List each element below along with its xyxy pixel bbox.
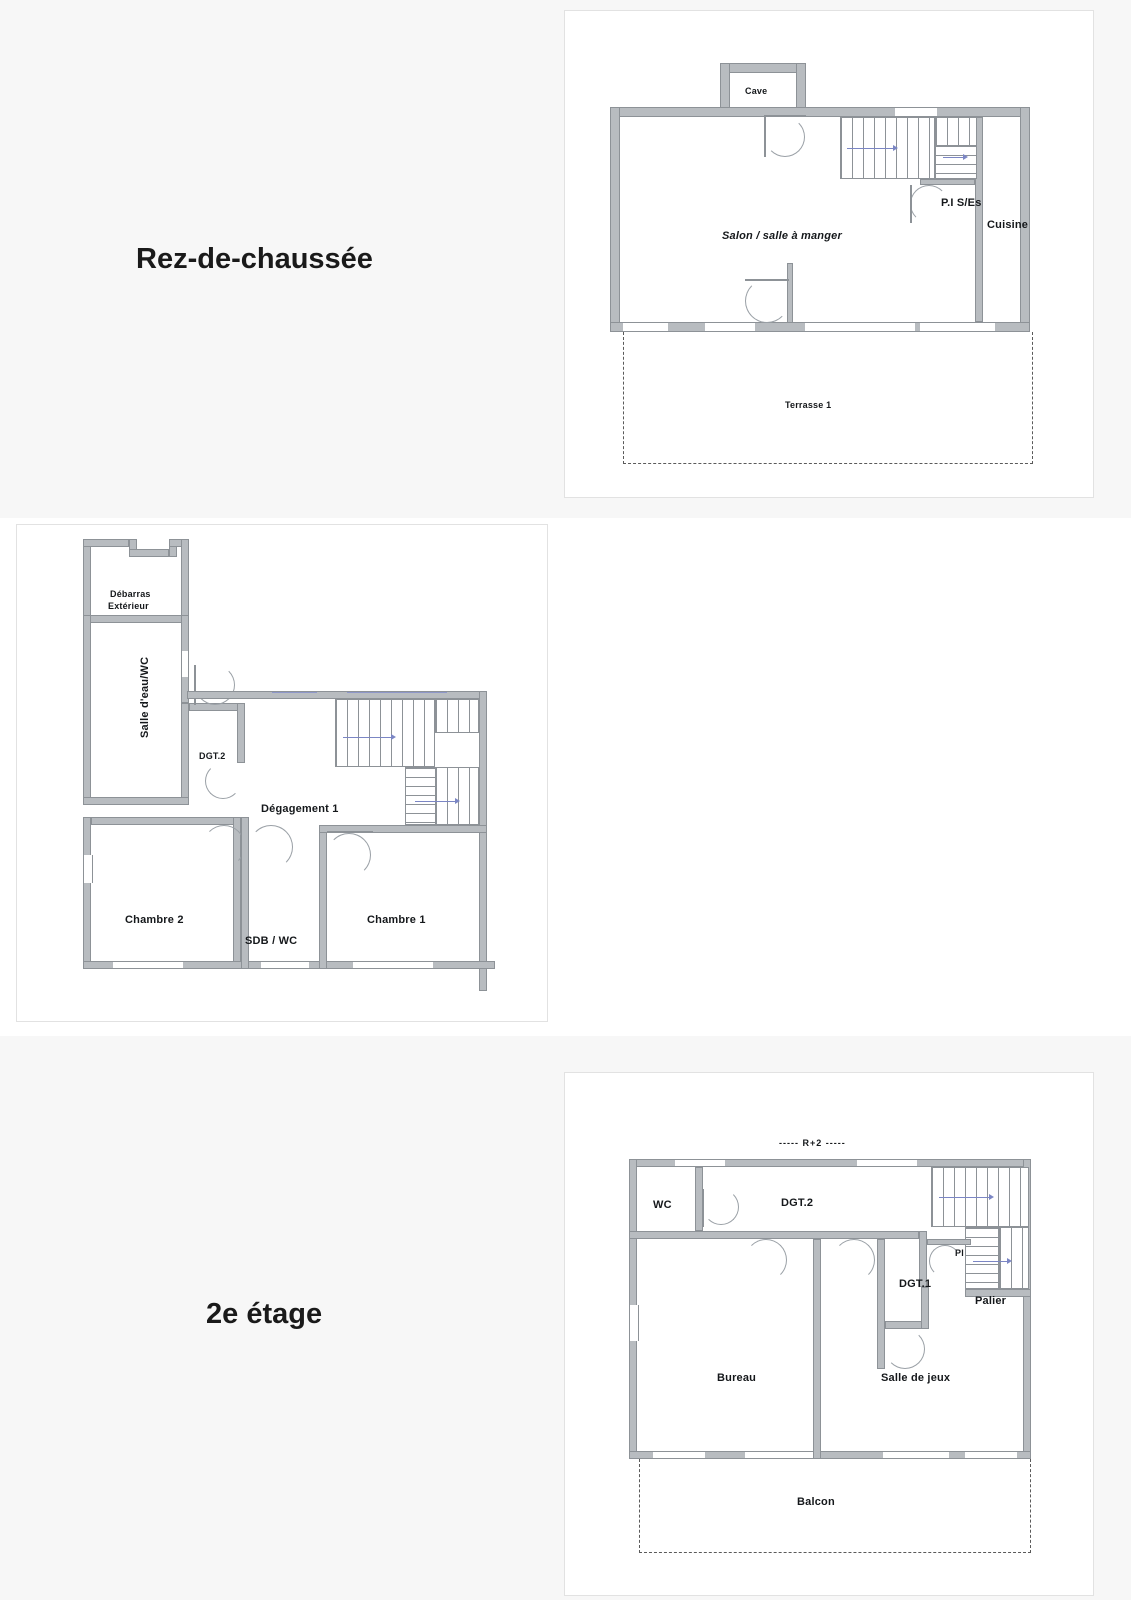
floorplan-2e-etage [564,1072,1094,1596]
plan-drawing-rdc [565,11,1093,497]
page-title-rdc: Rez-de-chaussée [136,243,373,275]
room-label-debarras: Débarras [110,589,151,599]
wall-center-divider [813,1239,821,1459]
room-label-placard: Pl [955,1248,964,1258]
window-chambre2-bottom [113,961,183,969]
wall-right-outer [479,691,487,991]
wall-dgt1-left [877,1239,885,1369]
staircase-upper-flight [935,145,977,179]
stair-direction-line-2 [943,157,965,158]
staircase-e2-down [965,1227,999,1289]
window-bottom-4 [920,322,995,332]
section-rez-de-chaussee [0,0,1131,518]
section-2e-etage [0,1036,1131,1600]
wall-cave-left [720,63,730,111]
room-label-palier: Palier [975,1295,1007,1307]
window-degagement-top-2 [347,692,447,693]
wall-salledeau-right-b [181,703,189,805]
stair-arrow-tip-e2 [989,1194,994,1200]
door-sill-chambre1 [327,831,373,833]
wall-main-left [610,107,620,332]
window-e2-top-2 [857,1159,917,1167]
room-label-balcon: Balcon [797,1496,835,1508]
room-label-terrasse: Terrasse 1 [785,400,832,410]
door-sill-salon [745,279,789,281]
door-sill-cave [764,115,806,117]
room-label-exterieur: Extérieur [108,601,149,611]
wall-salledeau-bottom [83,797,189,805]
window-e2-bottom-4 [965,1451,1017,1459]
door-leaf-pi [910,185,912,223]
level-marker-r2: ----- R+2 ----- [779,1138,846,1148]
staircase-e2-flight2 [999,1227,1029,1289]
plan-drawing-etage1 [17,525,547,1021]
window-e2-bottom-2 [745,1451,815,1459]
window-sdb-bottom [261,961,309,969]
staircase-etage1-flight2 [435,767,479,825]
terrace-outline [623,332,1033,464]
door-leaf-salledeau [194,665,196,705]
window-bottom-2 [705,322,755,332]
window-e2-top-1 [675,1159,725,1167]
room-label-salle-deau-wc: Salle d'eau/WC [139,656,151,738]
wall-cave-top [720,63,806,73]
door-arc-wc [703,1189,739,1225]
balcony-outline [639,1459,1031,1553]
window-chambre1-bottom [353,961,433,969]
window-e2-bottom-3 [883,1451,949,1459]
wall-placard-top [927,1239,971,1245]
stair-arrow-line-e2 [939,1197,991,1198]
door-arc-salledeau [195,665,235,705]
room-label-chambre1: Chambre 1 [367,914,426,926]
door-arc-bureau [745,1239,787,1281]
window-e2-bottom-1 [653,1451,705,1459]
door-arc-salle-de-jeux [885,1329,925,1369]
room-label-bureau: Bureau [717,1372,757,1384]
door-arc-dgt2 [205,763,241,799]
door-leaf-wc [702,1189,704,1227]
wall-cave-right [796,63,806,111]
page-title-etage2: 2e étage [206,1298,323,1330]
wall-chambre2-left [83,817,91,969]
staircase-etage1-landing [435,699,479,733]
stair-arrow-tip-e1 [391,734,396,740]
stair-direction-line [847,148,895,149]
staircase-etage1-down [405,767,437,825]
wall-chambre2-top [91,817,241,825]
door-arc-cave [765,117,805,157]
window-bottom-1 [623,322,668,332]
wall-dgt2-e2-bottom [629,1231,919,1239]
door-arc-chambre2 [203,825,245,867]
window-bureau-side [629,1305,639,1341]
plan-drawing-etage2 [565,1073,1093,1595]
door-arc-chambre1 [327,833,371,877]
wall-dgt1-right [921,1287,929,1329]
stair-arrow-line-e2b [973,1261,1009,1262]
wall-salon-partition [787,263,793,323]
wall-salledeau-top [83,615,189,623]
wall-debarras-top-a [83,539,129,547]
room-label-dgt2: DGT.2 [199,751,226,761]
room-label-sdb-wc: SDB / WC [245,935,298,947]
stair-arrow-line-e1 [343,737,393,738]
window-salledeau [181,651,189,677]
floorplan-1er-etage [16,524,548,1022]
window-chambre2-side [83,855,93,883]
room-label-salon: Salon / salle à manger [722,230,842,242]
window-bottom-3 [805,322,915,332]
wall-salledeau-left [83,615,91,805]
section-1er-etage [0,518,1131,1036]
stair-direction-arrow [893,145,898,151]
stair-direction-arrow-2 [963,154,968,160]
stair-arrow-tip-e1b [455,798,460,804]
room-label-dgt1: DGT.1 [899,1278,932,1290]
room-label-cave: Cave [745,86,768,96]
room-label-cuisine: Cuisine [987,219,1029,231]
staircase-etage1-main [335,699,435,767]
door-arc-salon [745,279,789,323]
room-label-degagement1: Dégagement 1 [261,803,339,815]
wall-sdb-right [319,825,327,969]
floorplan-rez-de-chaussee [564,10,1094,498]
stair-arrow-tip-e2b [1007,1258,1012,1264]
door-leaf-cave [764,117,766,157]
wall-dgt2-right [237,703,245,763]
window-degagement-top-1 [272,692,317,693]
room-label-chambre2: Chambre 2 [125,914,184,926]
room-label-wc: WC [653,1199,672,1211]
room-label-pi-sous-escalier: P.I S/Es [941,197,982,209]
door-arc-sdb [249,825,293,869]
door-arc-dgt1-a [833,1239,875,1281]
window-top-1 [895,107,937,117]
room-label-dgt2-e2: DGT.2 [781,1197,814,1209]
room-label-salle-de-jeux: Salle de jeux [881,1372,951,1384]
wall-main-top [610,107,1030,117]
stair-arrow-line-e1b [415,801,457,802]
wall-debarras-notch-h [129,549,169,557]
